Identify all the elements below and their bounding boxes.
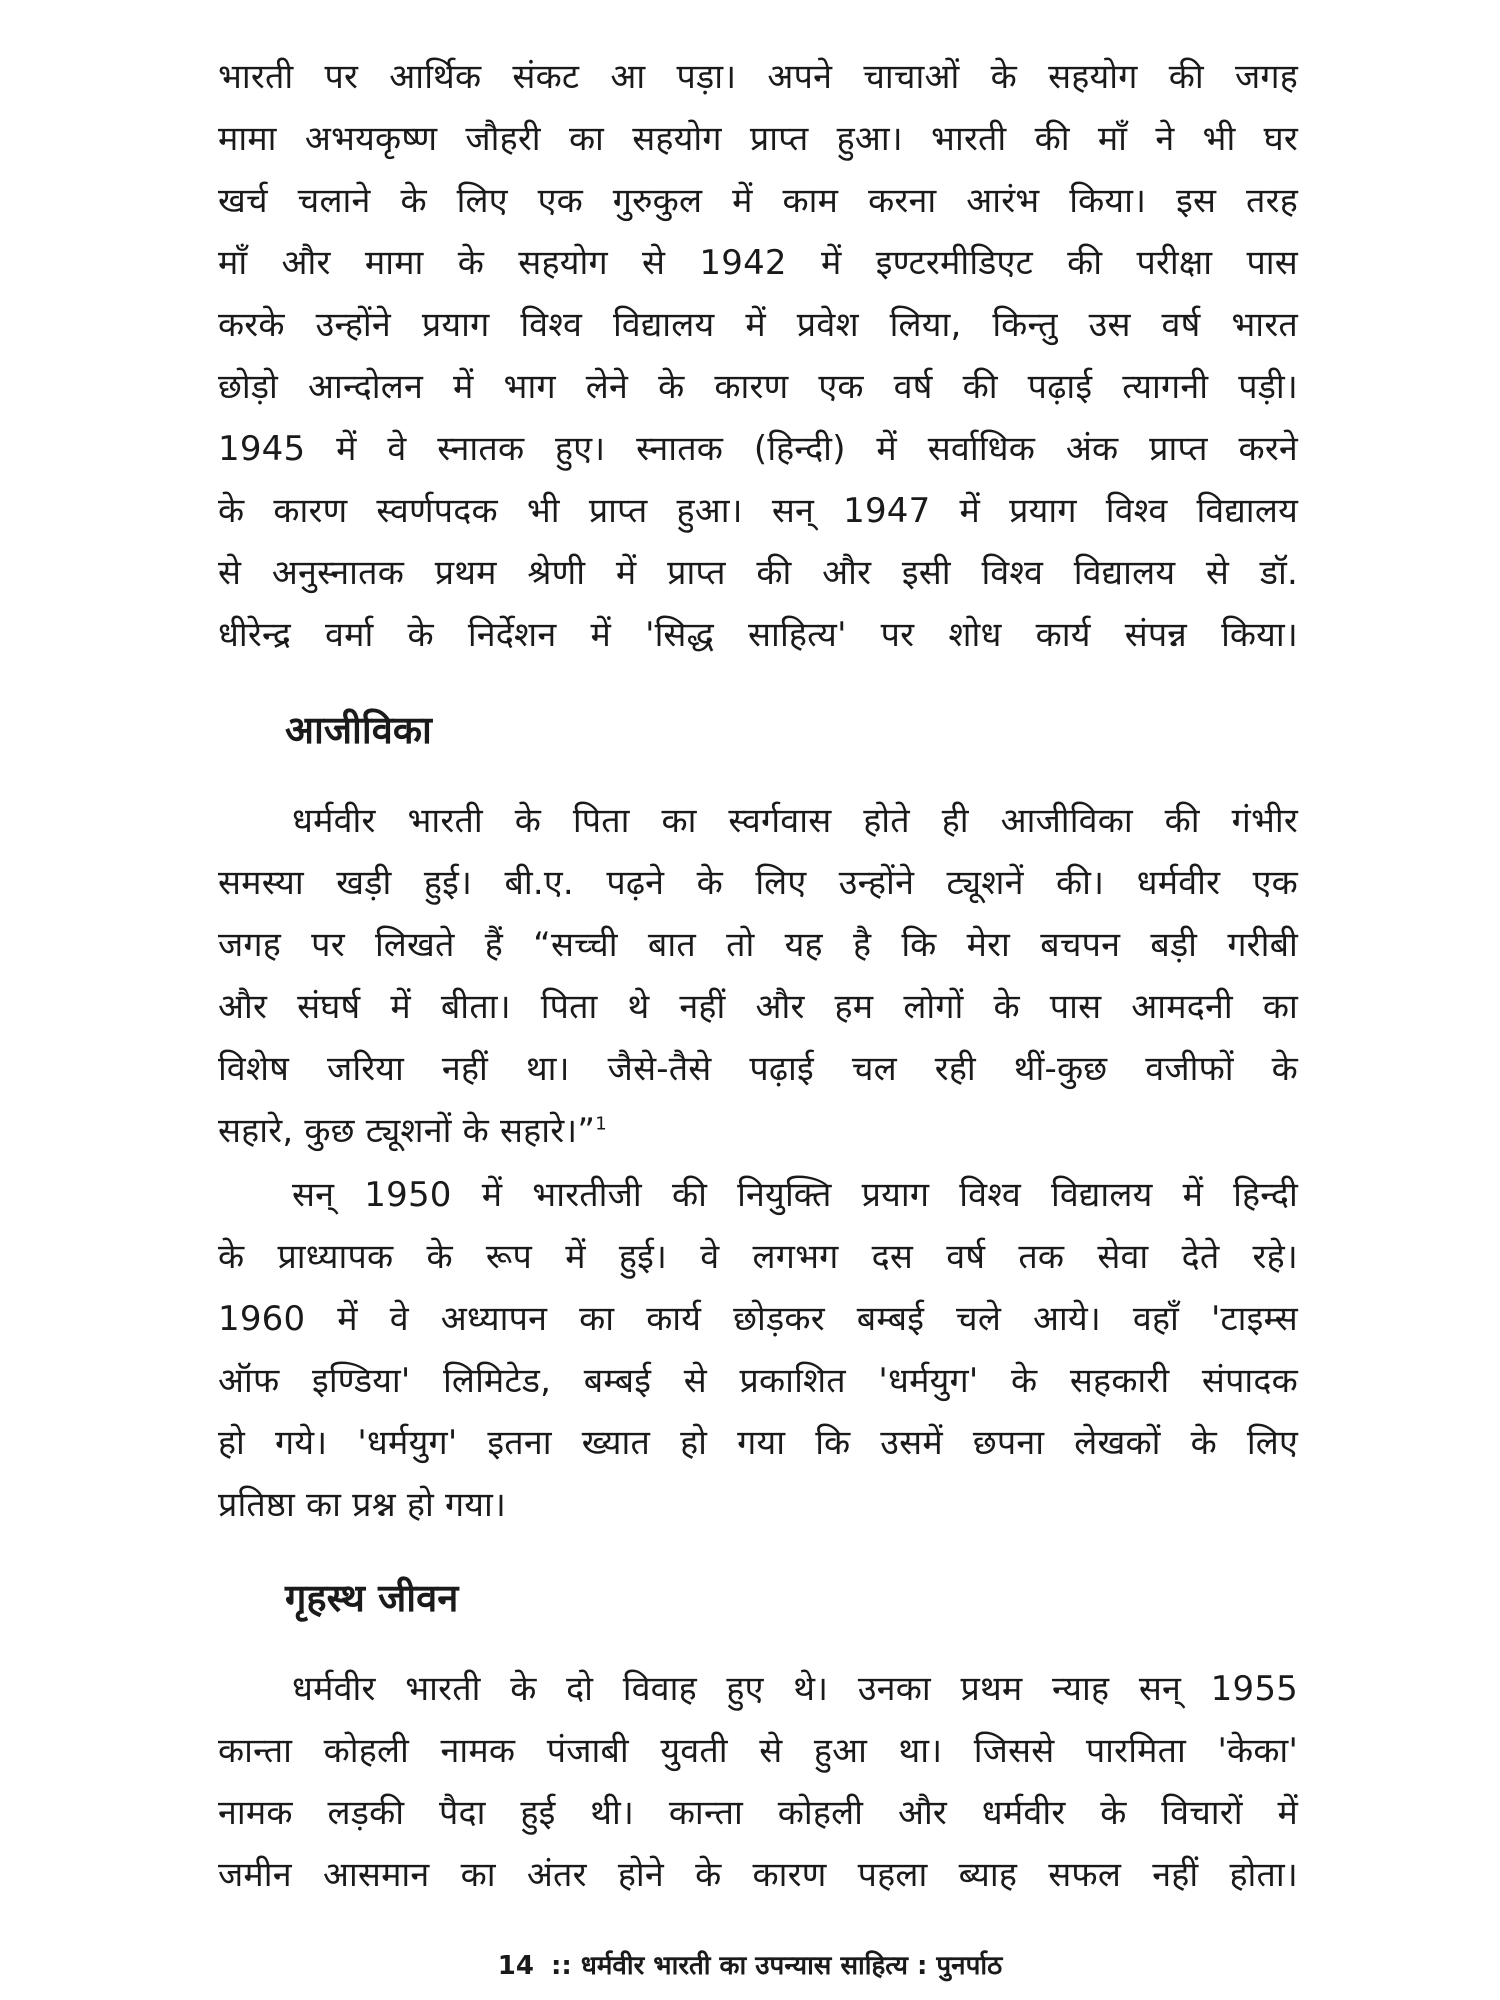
text-line: माँ और मामा के सहयोग से 1942 में इण्टरमीडिएट की परीक्षा पास [218, 243, 1298, 283]
book-title: धर्मवीर भारती का उपन्यास साहित्य : पुनर्पाठ [580, 1951, 1003, 1981]
footer-separator: :: [551, 1951, 572, 1981]
text-line: धर्मवीर भारती के दो विवाह हुए थे। उनका प्रथम न्याह सन् 1955 [292, 1669, 1298, 1709]
text-line: 1960 में वे अध्यापन का कार्य छोड़कर बम्बई चले आये। वहाँ 'टाइम्स [218, 1299, 1298, 1339]
section-heading-livelihood: आजीविका [285, 708, 432, 752]
text-line: के प्राध्यापक के रूप में हुई। वे लगभग दस वर्ष तक सेवा देते रहे। [218, 1237, 1298, 1277]
page-number: 14 [497, 1951, 534, 1981]
text-line: समस्या खड़ी हुई। बी.ए. पढ़ने के लिए उन्होंने ट्यूशनें की। धर्मवीर एक [218, 863, 1298, 903]
text-line: जमीन आसमान का अंतर होने के कारण पहला ब्याह सफल नहीं होता। [218, 1855, 1298, 1895]
text-line: के कारण स्वर्णपदक भी प्राप्त हुआ। सन् 1947 में प्रयाग विश्व विद्यालय [218, 491, 1298, 531]
text-line: कान्ता कोहली नामक पंजाबी युवती से हुआ था। जिससे पारमिता 'केका' [218, 1731, 1298, 1771]
paragraph-biography [218, 46, 1298, 666]
text-line: जगह पर लिखते हैं “सच्ची बात तो यह है कि मेरा बचपन बड़ी गरीबी [218, 925, 1298, 965]
text-line: मामा अभयकृष्ण जौहरी का सहयोग प्राप्त हुआ। भारती की माँ ने भी घर [218, 119, 1298, 159]
paragraph-livelihood [218, 790, 1298, 1162]
text-line: विशेष जरिया नहीं था। जैसे-तैसे पढ़ाई चल रही थीं-कुछ वजीफों के [218, 1049, 1298, 1089]
text-line: ऑफ इण्डिया' लिमिटेड, बम्बई से प्रकाशित 'धर्मयुग' के सहकारी संपादक [218, 1361, 1298, 1401]
text-line: हो गये। 'धर्मयुग' इतना ख्यात हो गया कि उसमें छपना लेखकों के लिए [218, 1423, 1298, 1463]
text-line: 1945 में वे स्नातक हुए। स्नातक (हिन्दी) में सर्वाधिक अंक प्राप्त करने [218, 429, 1298, 469]
text-line: करके उन्होंने प्रयाग विश्व विद्यालय में प्रवेश लिया, किन्तु उस वर्ष भारत [218, 305, 1298, 345]
text-line: नामक लड़की पैदा हुई थी। कान्ता कोहली और धर्मवीर के विचारों में [218, 1793, 1298, 1833]
paragraph-career [218, 1164, 1298, 1536]
footnote-marker: 1 [595, 1113, 607, 1135]
text-line [218, 1100, 1298, 1162]
text-line: और संघर्ष में बीता। पिता थे नहीं और हम लोगों के पास आमदनी का [218, 987, 1298, 1027]
text-line: धर्मवीर भारती के पिता का स्वर्गवास होते ही आजीविका की गंभीर [292, 801, 1298, 841]
text-line: छोड़ो आन्दोलन में भाग लेने के कारण एक वर्ष की पढ़ाई त्यागनी पड़ी। [218, 367, 1298, 407]
text-line: सन् 1950 में भारतीजी की नियुक्ति प्रयाग विश्व विद्यालय में हिन्दी [292, 1175, 1298, 1215]
quote-end: सहारे, कुछ ट्यूशनों के सहारे।” [218, 1111, 596, 1151]
paragraph-family-life [218, 1658, 1298, 1906]
text-line: खर्च चलाने के लिए एक गुरुकुल में काम करना आरंभ किया। इस तरह [218, 181, 1298, 221]
text-line: भारती पर आर्थिक संकट आ पड़ा। अपने चाचाओं के सहयोग की जगह [218, 57, 1298, 97]
page-footer [0, 1946, 1500, 1982]
text-line: धीरेन्द्र वर्मा के निर्देशन में 'सिद्ध साहित्य' पर शोध कार्य संपन्न किया। [218, 615, 1298, 655]
text-line: प्रतिष्ठा का प्रश्न हो गया। [218, 1485, 507, 1525]
section-heading-family-life: गृहस्थ जीवन [285, 1576, 459, 1620]
text-line: से अनुस्नातक प्रथम श्रेणी में प्राप्त की और इसी विश्व विद्यालय से डॉ. [218, 553, 1298, 593]
